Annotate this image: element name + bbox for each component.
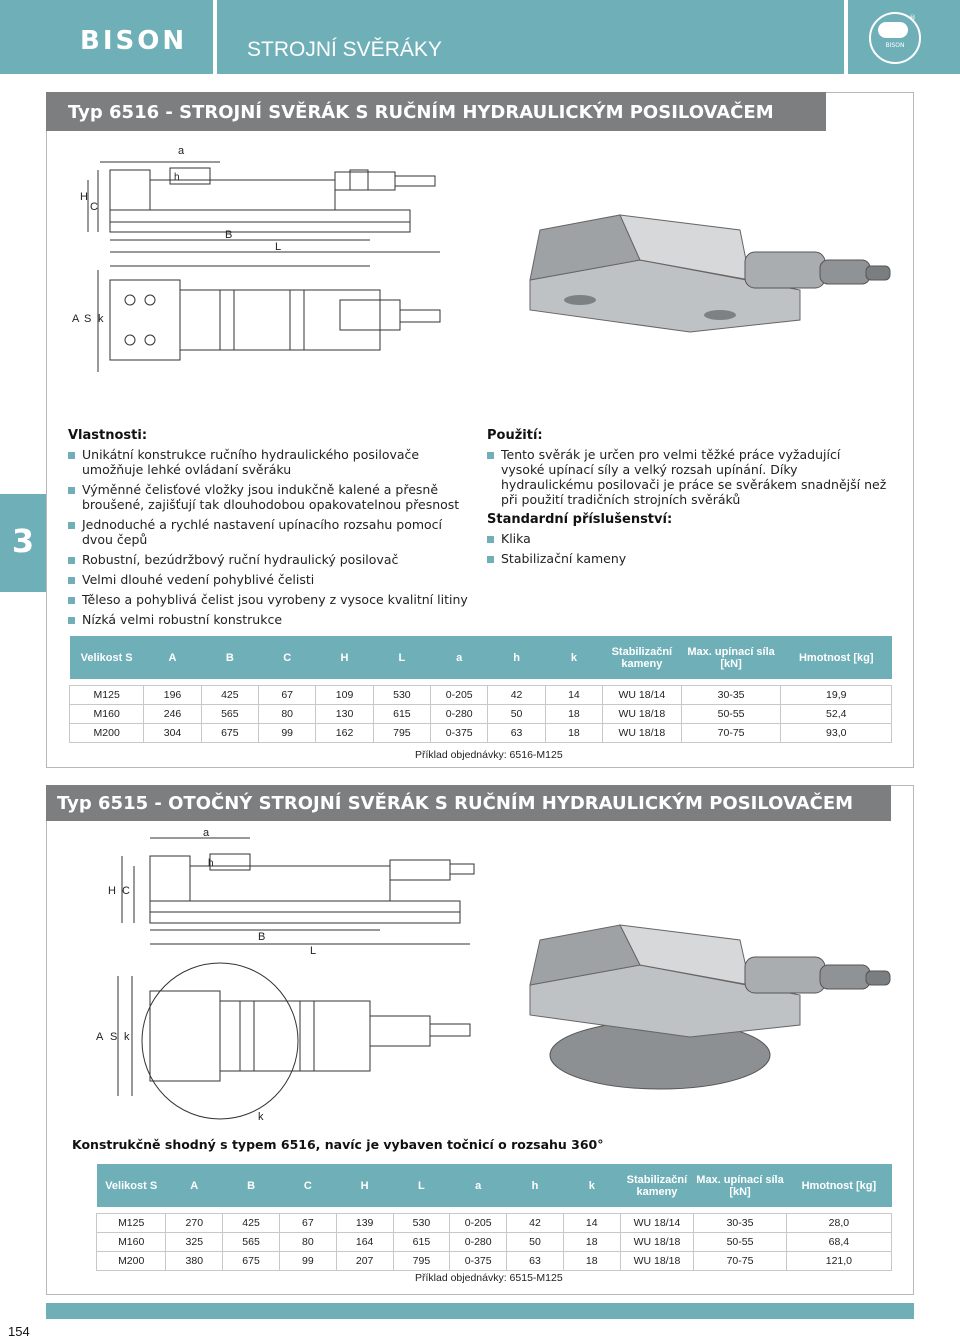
table-header-cell: A <box>166 1164 223 1207</box>
table-header-cell: Stabilizační kameny <box>620 1164 694 1207</box>
table-row <box>97 1233 892 1252</box>
table-cell: WU 18/18 <box>620 1233 694 1252</box>
technical-drawing-6516 <box>70 140 470 380</box>
note-6515: Konstrukčně shodný s typem 6516, navíc je vybaven točnicí o rozsahu 360° <box>72 1137 604 1152</box>
dim-label-h: h <box>174 172 180 183</box>
dim-label-C: C <box>122 885 130 897</box>
table-header-cell: Hmotnost [kg] <box>786 1164 891 1207</box>
table-cell: 0-280 <box>450 1233 507 1252</box>
table-cell: 164 <box>336 1233 393 1252</box>
table-cell: 325 <box>166 1233 223 1252</box>
properties-list-item: Výměnné čelisťové vložky jsou indukčně kalené a přesně broušené, zajišťují tak dlouhodobou opakovatelnou přesnost <box>68 482 476 512</box>
table-cell: 304 <box>144 724 201 743</box>
table-cell: 565 <box>223 1233 280 1252</box>
table-cell: 63 <box>507 1252 564 1271</box>
table-cell: 93,0 <box>781 724 892 743</box>
table-cell: 615 <box>393 1233 450 1252</box>
table-cell: WU 18/14 <box>603 686 682 705</box>
dim-label-H: H <box>108 885 116 897</box>
dim-label-L: L <box>310 945 317 957</box>
table-cell: 18 <box>545 724 602 743</box>
properties-list-item: Velmi dlouhé vedení pohyblivé čelisti <box>68 572 476 587</box>
table-cell: 425 <box>223 1214 280 1233</box>
page-title: STROJNÍ SVĚRÁKY <box>247 38 442 61</box>
table-header-cell: C <box>259 636 316 679</box>
table-cell: 67 <box>259 686 316 705</box>
table-row <box>97 1214 892 1233</box>
table-cell: WU 18/18 <box>603 724 682 743</box>
dim-label-B: B <box>258 931 266 943</box>
dim-label-H: H <box>80 191 88 203</box>
table-cell: 675 <box>223 1252 280 1271</box>
table-cell: 14 <box>563 1214 620 1233</box>
properties-list-item: Jednoduché a rychlé nastavení upínacího rozsahu pomocí dvou čepů <box>68 517 476 547</box>
table-cell: M200 <box>97 1252 166 1271</box>
properties-list-item: Nízká velmi robustní konstrukce <box>68 612 476 627</box>
table-cell: 52,4 <box>781 705 892 724</box>
table-cell: M125 <box>70 686 144 705</box>
accessories-list <box>487 531 887 571</box>
dim-label-B: B <box>225 229 233 241</box>
dim-label-S: S <box>84 313 92 325</box>
table-header-cell: L <box>373 636 430 679</box>
table-header-cell: C <box>279 1164 336 1207</box>
table-cell: 0-375 <box>431 724 488 743</box>
table-row <box>70 705 892 724</box>
dim-label-k: k <box>124 1031 130 1043</box>
table-header-cell: a <box>431 636 488 679</box>
table-cell: 67 <box>279 1214 336 1233</box>
table-cell: 80 <box>259 705 316 724</box>
table-header-cell: k <box>563 1164 620 1207</box>
table-header-cell: a <box>450 1164 507 1207</box>
page-number: 154 <box>8 1324 30 1339</box>
table-cell: 139 <box>336 1214 393 1233</box>
table-cell: 130 <box>316 705 373 724</box>
table-cell: 0-205 <box>431 686 488 705</box>
table-cell: 380 <box>166 1252 223 1271</box>
registered-mark-icon: ® <box>909 14 916 22</box>
table-cell: 18 <box>563 1252 620 1271</box>
product-photo-6515 <box>520 915 900 1095</box>
table-header-cell: H <box>316 636 373 679</box>
usage-list-item: Tento svěrák je určen pro velmi těžké práce vyžadující vysoké upínací síly a velký rozsah upínání. Díky hydraulickému posilovači je práce se svěrákem snadnější než při použití tradičních strojních svěráků <box>487 447 887 507</box>
table-cell: 795 <box>393 1252 450 1271</box>
table-cell: 14 <box>545 686 602 705</box>
section-6515-title: Typ 6515 - OTOČNÝ STROJNÍ SVĚRÁK S RUČNÍM HYDRAULICKÝM POSILOVAČEM <box>57 793 854 814</box>
table-cell: 795 <box>373 724 430 743</box>
accessories-list-item: Klika <box>487 531 887 546</box>
table-cell: 70-75 <box>694 1252 787 1271</box>
table-cell: 207 <box>336 1252 393 1271</box>
chapter-number: 3 <box>11 522 35 560</box>
table-cell: 530 <box>373 686 430 705</box>
table-cell: 80 <box>279 1233 336 1252</box>
table-row <box>70 686 892 705</box>
table-cell: 18 <box>563 1233 620 1252</box>
table-cell: 99 <box>259 724 316 743</box>
table-row <box>97 1252 892 1271</box>
table-cell: 70-75 <box>681 724 781 743</box>
table-header-cell: Max. upínací síla [kN] <box>681 636 781 679</box>
technical-drawing-6515 <box>90 826 490 1126</box>
table-cell: 109 <box>316 686 373 705</box>
dim-label-k: k <box>98 313 104 325</box>
table-header-cell: L <box>393 1164 450 1207</box>
dim-label-A: A <box>96 1031 104 1043</box>
table-cell: 18 <box>545 705 602 724</box>
table-cell: 19,9 <box>781 686 892 705</box>
header-title-panel <box>217 0 844 74</box>
table-cell: M125 <box>97 1214 166 1233</box>
dim-label-S: S <box>110 1031 118 1043</box>
table-header-cell: B <box>223 1164 280 1207</box>
brand-logo: BISON <box>80 26 188 56</box>
properties-list-item: Těleso a pohyblivá čelist jsou vyrobeny z vysoce kvalitní litiny <box>68 592 476 607</box>
table-header-cell: h <box>488 636 545 679</box>
table-header-cell: Velikost S <box>70 636 144 679</box>
properties-list <box>68 447 476 632</box>
dim-label-L: L <box>275 241 282 253</box>
badge-emblem <box>878 22 908 38</box>
table-cell: WU 18/18 <box>620 1252 694 1271</box>
table-cell: 30-35 <box>681 686 781 705</box>
badge-text: BISON <box>885 42 905 49</box>
table-cell: 30-35 <box>694 1214 787 1233</box>
table-cell: 50-55 <box>694 1233 787 1252</box>
table-cell: 50 <box>507 1233 564 1252</box>
table-cell: 615 <box>373 705 430 724</box>
footer-bar <box>46 1303 914 1319</box>
properties-list-item: Unikátní konstrukce ručního hydraulického posilovače umožňuje lehké ovládaní svěráku <box>68 447 476 477</box>
table-header-cell: Velikost S <box>97 1164 166 1207</box>
table-row <box>70 724 892 743</box>
table-header-cell: Max. upínací síla [kN] <box>694 1164 787 1207</box>
table-cell: 162 <box>316 724 373 743</box>
table-cell: 99 <box>279 1252 336 1271</box>
table-cell: 425 <box>201 686 258 705</box>
table-header-cell: A <box>144 636 201 679</box>
table-cell: 675 <box>201 724 258 743</box>
properties-list-item: Robustní, bezúdržbový ruční hydraulický posilovač <box>68 552 476 567</box>
table-cell: 121,0 <box>786 1252 891 1271</box>
dim-label-a: a <box>178 145 185 157</box>
table-header-row <box>70 636 892 679</box>
order-example-6516: Příklad objednávky: 6516-M125 <box>415 749 563 761</box>
dim-label-h: h <box>208 858 214 869</box>
table-cell: 42 <box>488 686 545 705</box>
table-header-row <box>97 1164 892 1207</box>
spec-table-6515 <box>96 1164 892 1271</box>
properties-heading: Vlastnosti: <box>68 428 148 443</box>
usage-heading: Použití: <box>487 428 543 443</box>
section-6516-title: Typ 6516 - STROJNÍ SVĚRÁK S RUČNÍM HYDRAULICKÝM POSILOVAČEM <box>68 102 774 123</box>
table-cell: 42 <box>507 1214 564 1233</box>
table-header-cell: B <box>201 636 258 679</box>
table-cell: M200 <box>70 724 144 743</box>
table-header-cell: h <box>507 1164 564 1207</box>
table-cell: M160 <box>70 705 144 724</box>
table-cell: 0-375 <box>450 1252 507 1271</box>
usage-list <box>487 447 887 512</box>
order-example-6515: Příklad objednávky: 6515-M125 <box>415 1272 563 1284</box>
table-cell: 530 <box>393 1214 450 1233</box>
dim-label-A: A <box>72 313 80 325</box>
dim-label-k-bottom: k <box>258 1111 264 1123</box>
dim-label-C: C <box>90 201 98 213</box>
table-header-cell: H <box>336 1164 393 1207</box>
table-header-cell: Hmotnost [kg] <box>781 636 892 679</box>
spec-table-6516 <box>69 636 892 743</box>
table-cell: 28,0 <box>786 1214 891 1233</box>
table-cell: 63 <box>488 724 545 743</box>
table-header-cell: k <box>545 636 602 679</box>
accessories-list-item: Stabilizační kameny <box>487 551 887 566</box>
table-header-cell: Stabilizační kameny <box>603 636 682 679</box>
table-cell: 246 <box>144 705 201 724</box>
table-cell: WU 18/18 <box>603 705 682 724</box>
table-cell: 565 <box>201 705 258 724</box>
table-cell: 50-55 <box>681 705 781 724</box>
accessories-heading: Standardní příslušenství: <box>487 512 673 527</box>
table-cell: 196 <box>144 686 201 705</box>
dim-label-a: a <box>203 827 210 839</box>
table-cell: M160 <box>97 1233 166 1252</box>
table-cell: 50 <box>488 705 545 724</box>
table-cell: 270 <box>166 1214 223 1233</box>
table-cell: 0-280 <box>431 705 488 724</box>
table-cell: WU 18/14 <box>620 1214 694 1233</box>
product-photo-6516 <box>520 200 900 340</box>
table-cell: 0-205 <box>450 1214 507 1233</box>
table-cell: 68,4 <box>786 1233 891 1252</box>
